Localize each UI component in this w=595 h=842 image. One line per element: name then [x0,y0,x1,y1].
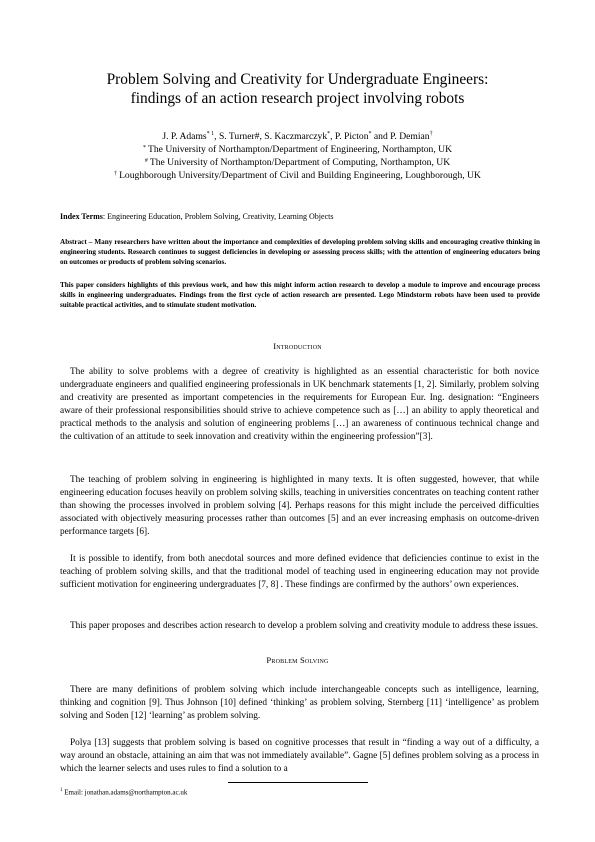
abstract-paragraph: This paper considers highlights of this previous work, and how this might inform action research to develop a module to improve and encourage process skills in engineering undergraduates. Findings from the first cycle of action research are presented. Lego Mindstorm robots have been used to provide suitable practical activities, and to stimulate student motivation. [60,281,540,309]
affiliation [40,155,555,169]
index-terms [60,212,540,222]
author-list [40,128,555,143]
body-paragraph: There are many definitions of problem solving which include interchangeable concepts such as intelligence, learning, thinking and cognition [9]. Thus Johnson [10] defined ‘thinking’ as problem solving, Sternberg [11] ‘intelligence’ as problem solving and Soden [12] ‘learning’ as problem solving. [60,685,539,721]
body-paragraph: This paper proposes and describes action research to develop a problem solving and creativity module to address these issues. [70,621,539,631]
title-line-1: Problem Solving and Creativity for Undergraduate Engineers: [106,71,489,88]
paper-title [40,70,555,108]
affiliation-mark: # [144,158,148,164]
affiliation-text: The University of Northampton/Department of Computing, Northampton, UK [149,157,451,168]
author-mark: * [327,131,331,137]
footnote-divider [228,782,368,783]
affiliation-text: The University of Northampton/Department of Engineering, Northampton, UK [148,144,452,155]
affiliation [40,168,555,182]
author-mark: † [429,131,433,137]
author-name: and P. Demian [371,131,430,143]
index-terms-label: Index Terms [60,212,103,221]
affiliation [40,142,555,156]
index-terms-text: : Engineering Education, Problem Solving, Creativity, Learning Objects [102,212,334,221]
affiliation-text: Loughborough University/Department of Civil and Building Engineering, Loughborough, UK [119,170,481,181]
author-mark: * [368,131,372,137]
affiliation-mark: † [114,171,118,177]
body-paragraph: The teaching of problem solving in engineering is highlighted in many texts. It is often suggested, however, that while engineering education focuses heavily on problem solving skills, teaching in universities concentrates on teaching content rather than showing the processes involved in problem solving [4]. Perhaps reasons for this might include the perceived difficulties associated with objectively measuring processes rather than outcomes [5] and an ever increasing emphasis on outcome-driven performance targets [6]. [60,475,539,537]
body-paragraph: The ability to solve problems with a degree of creativity is highlighted as an essential characteristic for both novice undergraduate engineers and qualified engineering professionals in UK benchmark statements [1, 2]. Similarly, problem solving and creativity are presented as important competencies in the requirements for European Eur. Ing. designation: “Engineers aware of their professional responsibilities should strive to achieve competence such as […] an ability to apply theoretical and practical methods to the analysis and solution of engineering problems […] an awareness of continuous technical change and the cultivation of an attitude to seek innovation and creativity within the engineering profession”[3]. [60,367,539,442]
affiliation-mark: * [143,145,146,151]
abstract-paragraph: Abstract – Many researchers have written about the importance and complexities of developing problem solving skills and encouraging creative thinking in engineering students. Research continues to suggest deficiencies in developing or assessing process skills; with the attention of engineering educators being on outcomes or products of problem solving scenarios. [60,238,540,266]
body-paragraph: It is possible to identify, from both anecdotal sources and more defined evidence that deficiencies continue to exist in the teaching of problem solving skills, and that the traditional model of teaching used in engineering education may not provide sufficient motivation for engineering undergraduates [7, 8] . These findings are confirmed by the authors’ own experiences. [60,554,539,590]
author-name: , S. Turner#, S. Kaczmarczyk [214,131,328,143]
author-mark: * 1 [206,131,215,137]
section-heading-introduction: Introduction [273,341,322,351]
section-heading-problem-solving: Problem Solving [266,655,329,665]
body-paragraph: Polya [13] suggests that problem solving is based on cognitive processes that result in “finding a way out of a difficulty, a way around an obstacle, attaining an aim that was not immediately available”. Gagne [5] defines problem solving as a process in which the learner selects and uses rules to find a solution to a [60,738,539,774]
footnote-mark: 1 [60,788,63,793]
footnote-text: Email: jonathan.adams@northampton.ac.uk [62,788,188,797]
author-name: J. P. Adams [162,131,207,143]
title-line-2: findings of an action research project involving robots [130,90,465,107]
footnote [60,786,187,797]
author-name: , P. Picton [330,131,369,143]
